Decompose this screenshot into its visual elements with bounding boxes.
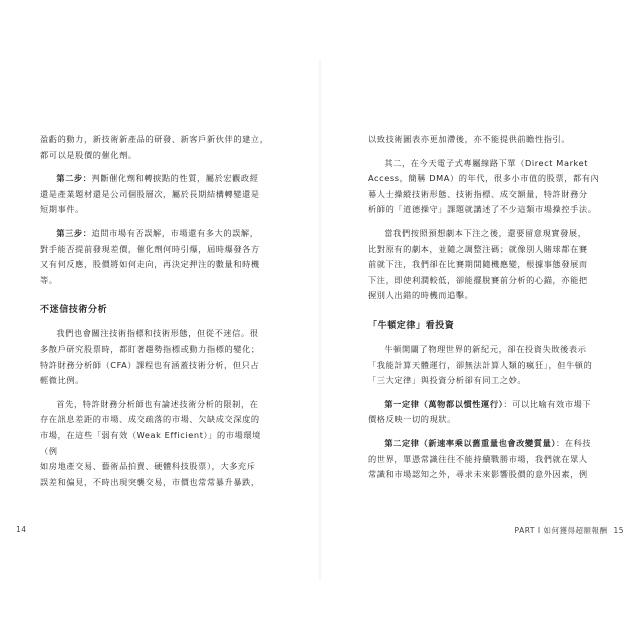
body-line: 幕人士操縱技術形態、技術指標、成交額量，特許財務分 xyxy=(368,188,588,199)
body-line: Access，簡稱 DMA）的年代，很多小市值的股票，都有內 xyxy=(368,173,600,184)
law-2-paragraph xyxy=(368,436,608,452)
step-3-paragraph xyxy=(40,226,278,242)
left-page-footer xyxy=(16,525,27,534)
body-line: 如房地產交易、藝術品拍賣、硬體科技股票），大多充斥 xyxy=(40,461,256,472)
body-line: 還是產業題材還是公司個股層次，屬於長期結構轉變還是 xyxy=(40,188,260,199)
body-line: 短期事件。 xyxy=(40,204,84,215)
body-line: 等。 xyxy=(40,274,58,285)
law-1-label: 第一定律（萬物都以慣性運行） xyxy=(384,398,504,409)
body-line: 價格反映一切的現狀。 xyxy=(368,414,456,425)
body-line: 握別人出錯的時機而追擊。 xyxy=(368,290,474,301)
body-line: 我們也會關注技術指標和技術形態，但從不迷信。很 xyxy=(56,328,259,339)
section-heading: 不迷信技術分析 xyxy=(40,305,108,316)
body-line: 當我們按照預想劇本下注之後，還要留意現實發展， xyxy=(384,227,587,238)
body-line: 牛頓開闢了物理世界的新紀元，卻在投資失敗後表示 xyxy=(384,343,587,354)
right-page-footer xyxy=(515,525,624,536)
body-line: 都可以是股價的催化劑。 xyxy=(40,149,137,160)
body-line: 判斷催化劑和轉捩點的性質，屬於宏觀政經 xyxy=(91,173,259,184)
law-1-paragraph xyxy=(368,397,608,413)
left-text-column xyxy=(40,132,278,490)
body-line: 存在訊息差距的市場、成交疏落的市場、欠缺成交深度的 xyxy=(40,414,260,425)
body-line: 下注，即使利潤較低，卻能擺脫賽前分析的心錨，亦能把 xyxy=(368,274,588,285)
body-line: 的世界，單憑常識往往不能持續戰勝市場，我們就在眾人 xyxy=(368,453,588,464)
body-line: 常識和市場認知之外，尋求未來影響股價的意外因素，例 xyxy=(368,469,588,480)
right-text-column xyxy=(368,132,608,483)
step-2-label: 第二步： xyxy=(56,173,92,184)
body-line: 「我能計算天體運行，卻無法計算人類的瘋狂」，但牛頓的 xyxy=(368,359,593,370)
body-line: 析師的「道德操守」課題就講述了不少這類市場操控手法。 xyxy=(368,204,597,215)
law-2-label: 第二定律（新速率乘以舊重量也會改變質量） xyxy=(384,437,557,448)
body-line: 多散戶研究股票時，都盯著趨勢指標或動力指標的變化； xyxy=(40,343,260,354)
right-page xyxy=(320,0,640,640)
body-line: 追問市場有否誤解，市場還有多大的誤解， xyxy=(91,227,259,238)
body-line: 又有何反應，股價將如何走向，再決定押注的數量和時機 xyxy=(40,259,260,270)
body-line: ：在科技 xyxy=(556,437,592,448)
body-line: 以致技術圖表亦更加滯後，亦不能提供前瞻性指引。 xyxy=(368,134,571,144)
step-2-paragraph xyxy=(40,171,278,187)
page-number: 15 xyxy=(613,526,624,535)
body-line: 輕微比例。 xyxy=(40,375,84,386)
body-line: 特許財務分析師（CFA）課程也有涵蓋技術分析，但只占 xyxy=(40,359,260,370)
body-line: 對手能否提前發現差價，催化劑何時引爆，屆時爆發各方 xyxy=(40,243,260,254)
body-line: 市場，在這些「弱有效（Weak Efficient）」的市場環境（例 xyxy=(40,429,261,456)
running-footer-part: PART I 如何獲得超額報酬 xyxy=(514,526,608,535)
body-line: 盈虧的動力，新技術新產品的研發、新客戶新伙伴的建立， xyxy=(40,134,269,144)
step-3-label: 第三步： xyxy=(56,227,92,238)
body-line: 誤差和偏見，不時出現突襲交易，市價也常常暴升暴跌， xyxy=(40,476,260,487)
body-line: 前就下注，我們卻在比賽期間隨機應變，根據事態發展而 xyxy=(368,259,588,270)
page-number: 14 xyxy=(16,525,27,534)
body-line: 其二，在今天電子式專屬線路下單（Direct Market xyxy=(384,157,589,168)
body-line: 「三大定律」與投資分析卻有同工之妙。 xyxy=(368,375,527,386)
section-heading: 「牛頓定律」看投資 xyxy=(368,320,455,331)
body-line: 比對原有的劇本，並隨之調整注碼；就像別人賭球都在賽 xyxy=(368,243,588,254)
body-line: ：可以比喻有效市場下 xyxy=(503,398,592,409)
body-line: 首先，特許財務分析師也有論述技術分析的限制，在 xyxy=(56,398,259,409)
